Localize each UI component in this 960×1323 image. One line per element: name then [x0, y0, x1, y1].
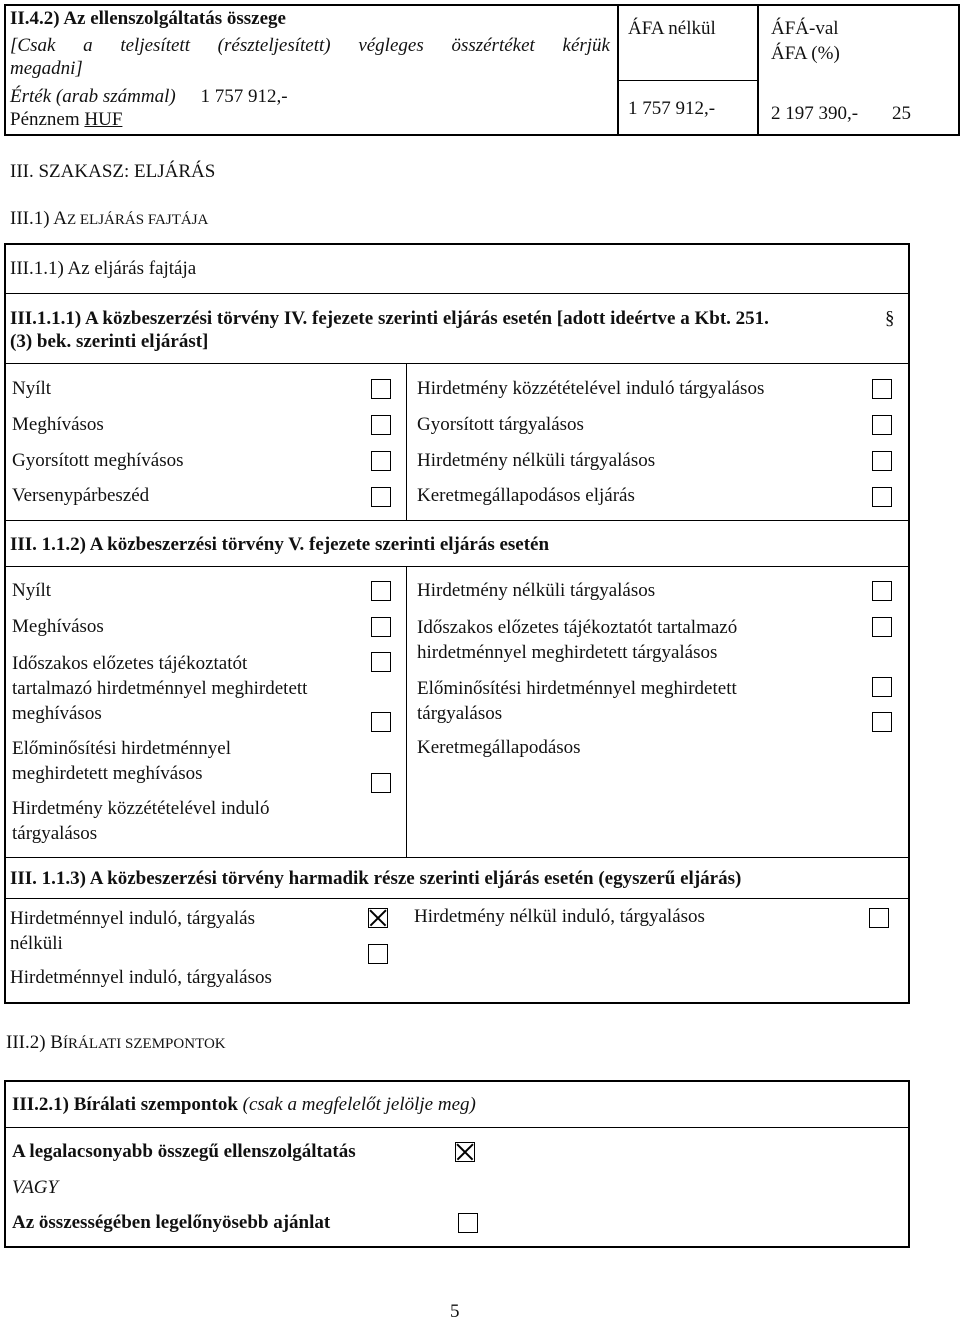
- checkbox5-elomin-meghivasos[interactable]: [371, 712, 391, 732]
- opt-versenyparbeszed: Versenypárbeszéd: [12, 485, 150, 506]
- checkbox-hird-kozz-targy[interactable]: [872, 379, 892, 399]
- amount-vat: 2 197 390,-: [771, 103, 859, 124]
- opt5-hird-kozz-targy: Hirdetmény közzétételével induló tárgyalásos: [12, 798, 270, 844]
- checkbox-keretmegall-eljaras[interactable]: [872, 487, 892, 507]
- ii42-value-row: [10, 86, 288, 108]
- checkbox-meghivasos[interactable]: [371, 415, 391, 435]
- opt-gyorsitott-targy: Gyorsított tárgyalásos: [417, 414, 584, 435]
- checkbox-criteria-legelonyosebb[interactable]: [458, 1213, 478, 1233]
- opt5-keretmegall: Keretmegállapodásos: [417, 737, 581, 758]
- opt3-hird-targy: Hirdetménnyel induló, tárgyalásos: [10, 967, 272, 988]
- opt-nyilt: Nyílt: [12, 378, 52, 399]
- checkbox5-idoszakos-meghivasos[interactable]: [371, 652, 391, 672]
- checkbox3-hird-targy[interactable]: [368, 944, 388, 964]
- opt-keretmegall-eljaras: Keretmegállapodásos eljárás: [417, 485, 635, 506]
- iii111-line2: (3) bek. szerinti eljárást]: [10, 331, 209, 352]
- iii21-heading: III.2.1) Bírálati szempontok (csak a megfelelőt jelölje meg): [12, 1094, 476, 1115]
- section-iii-heading: III. SZAKASZ: ELJÁRÁS: [10, 161, 216, 182]
- col-vat: ÁFÁ-val: [771, 18, 839, 39]
- checkbox-nyilt[interactable]: [371, 379, 391, 399]
- ii42-note: [10, 33, 610, 83]
- checkbox5-keretmegall[interactable]: [872, 712, 892, 732]
- checkbox5-hird-nelkuli[interactable]: [872, 581, 892, 601]
- checkbox5-elomin-targy[interactable]: [872, 677, 892, 697]
- ii42-currency-label: Pénznem: [10, 109, 80, 130]
- iii2-heading: III.2) BÍRÁLATI SZEMPONTOK: [6, 1032, 226, 1053]
- opt5-nyilt: Nyílt: [12, 580, 52, 601]
- opt5-idoszakos-targy: Időszakos előzetes tájékoztatót tartalmazó hirdetménnyel meghirdetett tárgyalásos: [417, 617, 738, 663]
- ii42-currency: HUF: [84, 109, 123, 130]
- ii42-currency-row: [10, 109, 122, 131]
- checkbox-versenyparbeszed[interactable]: [371, 487, 391, 507]
- checkbox-gyorsitott-targy[interactable]: [872, 415, 892, 435]
- checkbox-hird-nelkuli-targy[interactable]: [872, 451, 892, 471]
- checkbox-gyorsitott-meghivasos[interactable]: [371, 451, 391, 471]
- iii112-heading: III. 1.1.2) A közbeszerzési törvény V. fejezete szerinti eljárás esetén: [10, 534, 550, 555]
- checkbox5-idoszakos-targy[interactable]: [872, 617, 892, 637]
- criteria-legelonyosebb: Az összességében legelőnyösebb ajánlat: [12, 1212, 331, 1233]
- opt-hird-kozz-targy: Hirdetmény közzétételével induló tárgyalásos: [417, 378, 765, 399]
- opt5-elomin-targy: Előminősítési hirdetménnyel meghirdetett tárgyalásos: [417, 678, 737, 724]
- checkbox5-meghivasos[interactable]: [371, 617, 391, 637]
- iii111-line1: III.1.1.1) A közbeszerzési törvény IV. fejezete szerinti eljárás esetén [adott ideértve a Kbt. 251.: [10, 308, 769, 329]
- opt5-idoszakos-meghivasos: Időszakos előzetes tájékoztatót tartalmazó hirdetménnyel meghirdetett meghívásos: [12, 653, 308, 724]
- col-vat-pct: ÁFA (%): [771, 43, 840, 64]
- criteria-legalacsonyabb: A legalacsonyabb összegű ellenszolgáltatás: [12, 1141, 356, 1162]
- col-no-vat: ÁFA nélkül: [628, 18, 716, 39]
- opt3-hird-targy-nelkuli: Hirdetménnyel induló, tárgyalás nélküli: [10, 908, 256, 954]
- opt3-hird-nelkul-targy: Hirdetmény nélkül induló, tárgyalásos: [414, 906, 705, 927]
- ii42-note-line1: [Csak a teljesített (részteljesített) végleges összértéket kérjük: [10, 35, 610, 56]
- checkbox5-hird-kozz-targy[interactable]: [371, 773, 391, 793]
- criteria-or: VAGY: [12, 1177, 59, 1198]
- checkbox3-hird-targy-nelkuli[interactable]: [368, 908, 388, 928]
- ii42-note-line2: megadni]: [10, 58, 83, 79]
- checkbox5-nyilt[interactable]: [371, 581, 391, 601]
- ii42-value-label: Érték (arab számmal): [10, 86, 176, 107]
- iii1-heading: III.1) AZ ELJÁRÁS FAJTÁJA: [10, 208, 209, 229]
- opt-meghivasos: Meghívásos: [12, 414, 104, 435]
- checkbox3-hird-nelkul-targy[interactable]: [869, 908, 889, 928]
- amount-no-vat: 1 757 912,-: [628, 98, 716, 119]
- ii42-title: II.4.2) Az ellenszolgáltatás összege: [10, 8, 286, 29]
- iii11-heading: III.1.1) Az eljárás fajtája: [10, 258, 197, 279]
- paragraph-sign: §: [885, 308, 895, 329]
- opt-hird-nelkuli-targy: Hirdetmény nélküli tárgyalásos: [417, 450, 656, 471]
- iii113-heading: III. 1.1.3) A közbeszerzési törvény harmadik része szerinti eljárás esetén (egyszerű eljárás): [10, 868, 742, 889]
- opt5-hird-nelkuli: Hirdetmény nélküli tárgyalásos: [417, 580, 656, 601]
- vat-pct: 25: [892, 103, 911, 124]
- page-number: 5: [450, 1301, 460, 1322]
- ii42-value: 1 757 912,-: [200, 86, 288, 107]
- opt5-meghivasos: Meghívásos: [12, 616, 104, 637]
- checkbox-criteria-legalacsonyabb[interactable]: [455, 1142, 475, 1162]
- opt-gyorsitott-meghivasos: Gyorsított meghívásos: [12, 450, 184, 471]
- opt5-elomin-meghivasos: Előminősítési hirdetménnyel meghirdetett meghívásos: [12, 738, 231, 784]
